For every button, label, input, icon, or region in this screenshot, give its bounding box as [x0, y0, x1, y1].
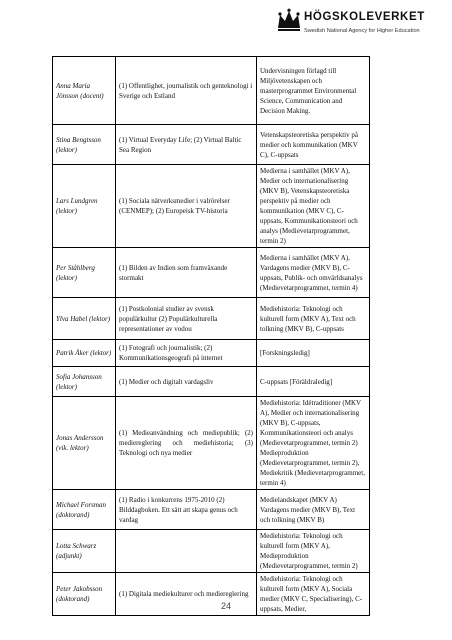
research-projects: (1) Radio i konkurrens 1975-2010 (2) Bilddagboken. Ett sätt att skapa genus och vardag — [116, 490, 257, 530]
crown-icon — [276, 8, 302, 32]
research-projects: (1) Bilden av Indien som framväxande stormakt — [116, 248, 257, 298]
staff-name: Lotta Schwarz (adjunkt) — [53, 530, 116, 573]
staff-name: Peter Jakobsson (doktorand) — [53, 573, 116, 616]
staff-name: Michael Forsman (doktorand) — [53, 490, 116, 530]
teaching-info: Undervisningen förlagd till Miljövetenskapen och masterprogrammet Environmental Science, Communication and Decision Making. — [257, 57, 370, 125]
table-row — [53, 125, 370, 165]
table-row — [53, 248, 370, 298]
research-projects: (1) Postkolonial studier av svensk populärkultur (2) Populärkulturella representationer av vodou — [116, 298, 257, 340]
table-row — [53, 367, 370, 397]
research-projects: (1) Fotografi och journalistik; (2) Kommunikationsgeografi på internet — [116, 340, 257, 367]
staff-name: Ylva Habel (lektor) — [53, 298, 116, 340]
staff-name: Per Ståhlberg (lektor) — [53, 248, 116, 298]
staff-name: Anna Maria Jönsson (docent) — [53, 57, 116, 125]
staff-name: Sofia Johansson (lektor) — [53, 367, 116, 397]
table-row — [53, 530, 370, 573]
table-row — [53, 57, 370, 125]
staff-name: Patrik Åker (lektor) — [53, 340, 116, 367]
page-number: 24 — [220, 601, 231, 611]
teaching-info: Mediehistoria: Idétraditioner (MKV A), Medier och internationalisering (MKV B), C-uppsats, Kommunikationsteori och analys (Medievetarprogrammet, termin 2) Medieproduktion (Medievetarprogrammet, termin 2), Mediekritik (Medievetarprogrammet, termin 4) — [257, 397, 370, 490]
teaching-info: [Forskningsledig] — [257, 340, 370, 367]
research-projects: (1) Digitala mediekulturer och mediereglering — [116, 573, 257, 616]
teaching-info: Medierna i samhället (MKV A), Medier och internationalisering (MKV B), Vetenskapsteoretiska perspektiv på medier och kommunikation (MKV C), C-uppsats, Kommunikationsteori och analys (Medievetarprogrammet, termin 2) — [257, 165, 370, 248]
staff-name: Lars Lundgren (lektor) — [53, 165, 116, 248]
research-projects: (1) Virtual Everyday Life; (2) Virtual Baltic Sea Region — [116, 125, 257, 165]
table-row — [53, 490, 370, 530]
teaching-info: Mediehistoria: Teknologi och kulturell form (MKV A), Text och tolkning (MKV B), C-uppsats — [257, 298, 370, 340]
teaching-info: Mediehistoria: Teknologi och kulturell form (MKV A), Sociala medier (MKV C, Specialisering), C-uppsats, Medier, — [257, 573, 370, 616]
teaching-info: Vetenskapsteoretiska perspektiv på medier och kommunikation (MKV C), C-uppsats — [257, 125, 370, 165]
logo-name: HÖGSKOLEVERKET — [304, 11, 425, 23]
teaching-info: Medielandskapet (MKV A) Vardagens medier (MKV B), Text och tolkning (MKV B) — [257, 490, 370, 530]
research-projects: (1) Medieanvändning och mediepublik; (2) mediereglering och mediehistoria; (3) Teknologi och nya medier — [116, 397, 257, 490]
table-row — [53, 397, 370, 490]
teaching-info: C-uppsats [Föräldraledig] — [257, 367, 370, 397]
research-projects: (1) Sociala nätverksmedier i valrörelser (CENMEP); (2) Europeisk TV-historia — [116, 165, 257, 248]
table-row — [53, 340, 370, 367]
hogskoleverket-logo — [276, 7, 425, 47]
research-projects: (1) Offentlighet, journalistik och genteknologi i Sverige och Estland — [116, 57, 257, 125]
staff-table — [52, 56, 370, 616]
table-row — [53, 298, 370, 340]
table-row — [53, 165, 370, 248]
teaching-info: Mediehistoria: Teknologi och kulturell form (MKV A), Medieproduktion (Medievetarprogrammet, termin 2) — [257, 530, 370, 573]
staff-name: Stina Bengtsson (lektor) — [53, 125, 116, 165]
research-projects: (1) Medier och digitalt vardagsliv — [116, 367, 257, 397]
research-projects — [116, 530, 257, 573]
staff-name: Jonas Andersson (vik. lektor) — [53, 397, 116, 490]
teaching-info: Medierna i samhället (MKV A), Vardagens medier (MKV B), C-uppsats, Publik- och omvärldsanalys (Medievetarprogrammet, termin 4) — [257, 248, 370, 298]
logo-subtitle: Swedish National Agency for Higher Education — [304, 28, 420, 34]
